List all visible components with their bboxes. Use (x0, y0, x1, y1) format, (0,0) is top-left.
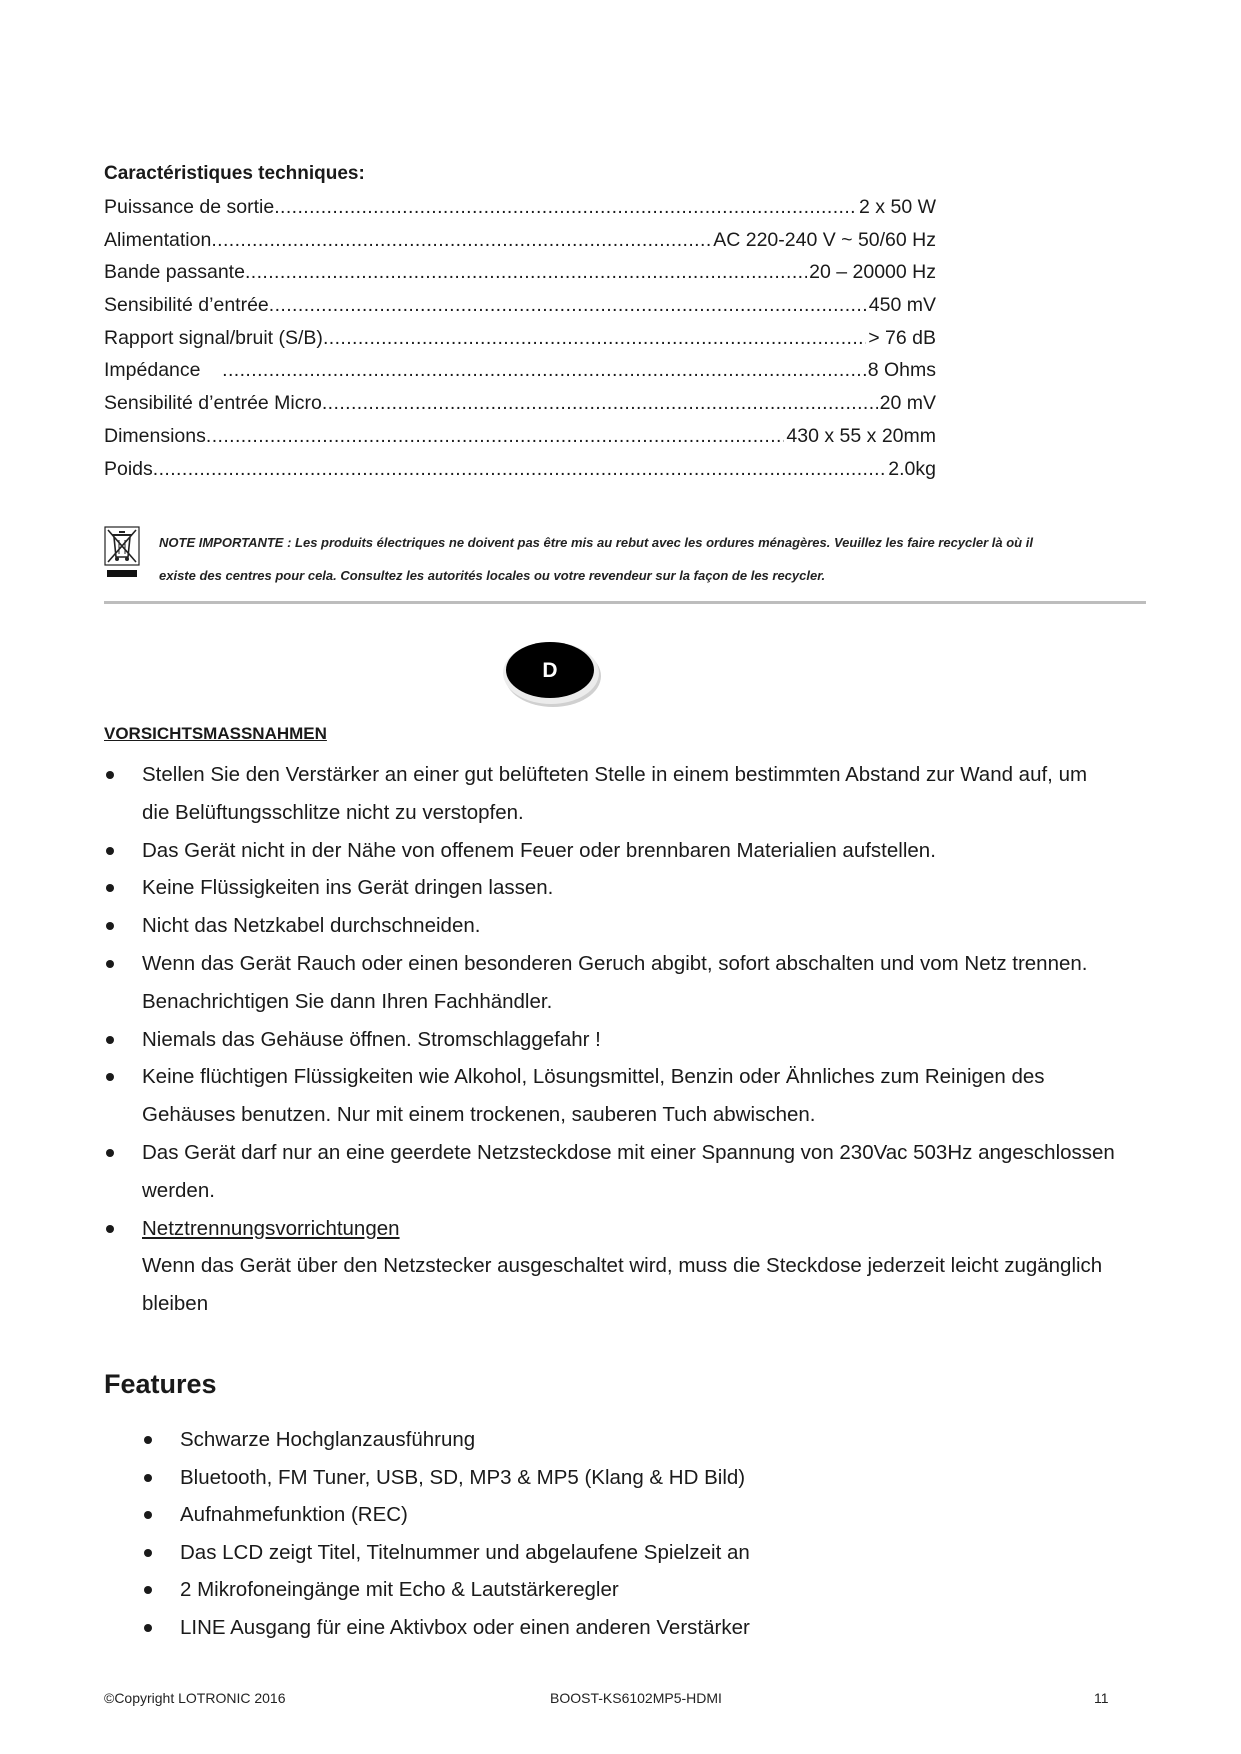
bullet-icon (106, 847, 114, 855)
note-line: existe des centres pour cela. Consultez les autorités locales ou votre revendeur sur la façon de les recycler. (159, 568, 826, 583)
list-item-text: bleiben (142, 1292, 209, 1316)
spec-row (104, 229, 936, 262)
list-item (104, 907, 1144, 945)
list-item-text: Bluetooth, FM Tuner, USB, SD, MP3 & MP5 (Klang & HD Bild) (180, 1465, 746, 1489)
list-item (104, 832, 1144, 870)
spec-row (104, 261, 936, 294)
language-badge-label: D (542, 659, 558, 682)
bullet-icon (144, 1511, 152, 1519)
spec-label: Alimentation (104, 228, 212, 251)
spec-value: 450 mV (868, 294, 936, 317)
spec-value: 20 mV (879, 392, 936, 415)
spec-value: 430 x 55 x 20mm (786, 424, 936, 447)
list-item (104, 1210, 1144, 1323)
bullet-icon (106, 960, 114, 968)
list-item (142, 1421, 1042, 1459)
section-divider (104, 601, 1146, 604)
spec-label: Poids (104, 457, 153, 480)
bullet-icon (144, 1624, 152, 1632)
note-line: NOTE IMPORTANTE : Les produits électriques ne doivent pas être mis au rebut avec les ordures ménagères. Veuillez les faire recycler là où il (159, 535, 1033, 550)
list-item (104, 945, 1144, 1021)
list-item (142, 1571, 1042, 1609)
list-item (142, 1609, 1042, 1647)
spec-value: AC 220-240 V ~ 50/60 Hz (713, 228, 936, 251)
weee-crossed-bin-icon (104, 526, 140, 580)
features-list (142, 1421, 1042, 1647)
spec-value: 20 – 20000 Hz (809, 261, 936, 284)
bullet-icon (106, 922, 114, 930)
list-item-text: Keine Flüssigkeiten ins Gerät dringen lassen. (142, 876, 554, 900)
footer-page-number: 11 (1094, 1690, 1109, 1706)
bullet-icon (144, 1586, 152, 1594)
dot-leader (211, 229, 711, 252)
spec-value: 2 x 50 W (859, 196, 936, 218)
bullet-icon (106, 1149, 114, 1157)
footer-model: BOOST-KS6102MP5-HDMI (550, 1690, 722, 1706)
bullet-icon (106, 884, 114, 892)
recycling-note (104, 526, 1146, 584)
list-item-text: Benachrichtigen Sie dann Ihren Fachhändler. (142, 989, 553, 1013)
bullet-icon (106, 1225, 114, 1233)
dot-leader (222, 359, 866, 382)
dot-leader (323, 327, 866, 350)
list-item-text: LINE Ausgang für eine Aktivbox oder einen anderen Verstärker (180, 1615, 750, 1639)
list-item-text: 2 Mikrofoneingänge mit Echo & Lautstärkeregler (180, 1578, 619, 1602)
language-badge-shape (500, 636, 604, 708)
list-item-text: Gehäuses benutzen. Nur mit einem trockenen, sauberen Tuch abwischen. (142, 1103, 816, 1127)
list-item-title: Netztrennungsvorrichtungen (142, 1216, 400, 1240)
list-item-text: Stellen Sie den Verstärker an einer gut belüfteten Stelle in einem bestimmten Abstand zur Wand auf, um (142, 763, 1088, 786)
specs-list (104, 196, 936, 490)
list-item (104, 1058, 1144, 1134)
spec-label: Sensibilité d’entrée (104, 294, 269, 317)
spec-value: 2.0kg (888, 457, 936, 480)
spec-row (104, 294, 936, 327)
list-item-text: Das Gerät darf nur an eine geerdete Netzsteckdose mit einer Spannung von 230Vac 503Hz angeschlossen (142, 1140, 1115, 1164)
spec-label: Dimensions (104, 424, 206, 447)
list-item-text: Wenn das Gerät Rauch oder einen besonderen Geruch abgibt, sofort abschalten und vom Netz trennen. (142, 951, 1088, 975)
list-item (104, 1021, 1144, 1059)
dot-leader (274, 196, 857, 219)
note-text (159, 526, 1149, 592)
spec-row (104, 327, 936, 360)
bullet-icon (144, 1474, 152, 1482)
dot-leader (322, 392, 878, 415)
spec-label: Sensibilité d’entrée Micro (104, 392, 322, 415)
dot-leader (153, 458, 887, 481)
list-item (104, 756, 1144, 832)
list-item-text: Das LCD zeigt Titel, Titelnummer und abgelaufene Spielzeit an (180, 1540, 750, 1564)
list-item-text: Niemals das Gehäuse öffnen. Stromschlaggefahr ! (142, 1027, 601, 1051)
spec-label: Puissance de sortie (104, 196, 275, 218)
bullet-icon (144, 1436, 152, 1444)
list-item-text: Nicht das Netzkabel durchschneiden. (142, 914, 481, 938)
list-item-text: die Belüftungsschlitze nicht zu verstopfen. (142, 800, 524, 824)
footer-copyright: ©Copyright LOTRONIC 2016 (104, 1690, 286, 1706)
spec-row (104, 196, 936, 229)
list-item-text: werden. (142, 1178, 215, 1202)
dot-leader (245, 261, 807, 284)
dot-leader (269, 294, 867, 317)
spec-label: Bande passante (104, 261, 245, 284)
bullet-icon (106, 771, 114, 779)
spec-value: 8 Ohms (867, 359, 936, 382)
spec-label: Rapport signal/bruit (S/B) (104, 326, 323, 349)
spec-row (104, 359, 936, 392)
precautions-list (104, 756, 1144, 1323)
list-item (142, 1534, 1042, 1572)
list-item (142, 1459, 1042, 1497)
dot-leader (206, 425, 785, 448)
list-item-text: Wenn das Gerät über den Netzstecker ausgeschaltet wird, muss die Steckdose jederzeit leicht zugänglich (142, 1254, 1103, 1278)
list-item (142, 1496, 1042, 1534)
spec-row (104, 425, 936, 458)
language-badge (500, 636, 604, 708)
bullet-icon (144, 1549, 152, 1557)
spec-value: > 76 dB (868, 326, 936, 349)
spec-row (104, 458, 936, 491)
specs-title: Caractéristiques techniques: (104, 163, 365, 184)
spec-label: Impédance (104, 359, 223, 382)
list-item-text: Aufnahmefunktion (REC) (180, 1503, 408, 1527)
list-item-text: Das Gerät nicht in der Nähe von offenem Feuer oder brennbaren Materialien aufstellen. (142, 838, 936, 862)
spec-row (104, 392, 936, 425)
bullet-icon (106, 1036, 114, 1044)
precautions-heading: VORSICHTSMASSNAHMEN (104, 724, 327, 743)
bullet-icon (106, 1073, 114, 1081)
list-item (104, 869, 1144, 907)
features-title: Features (104, 1369, 217, 1399)
list-item-text: Keine flüchtigen Flüssigkeiten wie Alkohol, Lösungsmittel, Benzin oder Ähnliches zum Reinigen des (142, 1065, 1045, 1089)
list-item-text: Schwarze Hochglanzausführung (180, 1428, 476, 1451)
list-item (104, 1134, 1144, 1210)
